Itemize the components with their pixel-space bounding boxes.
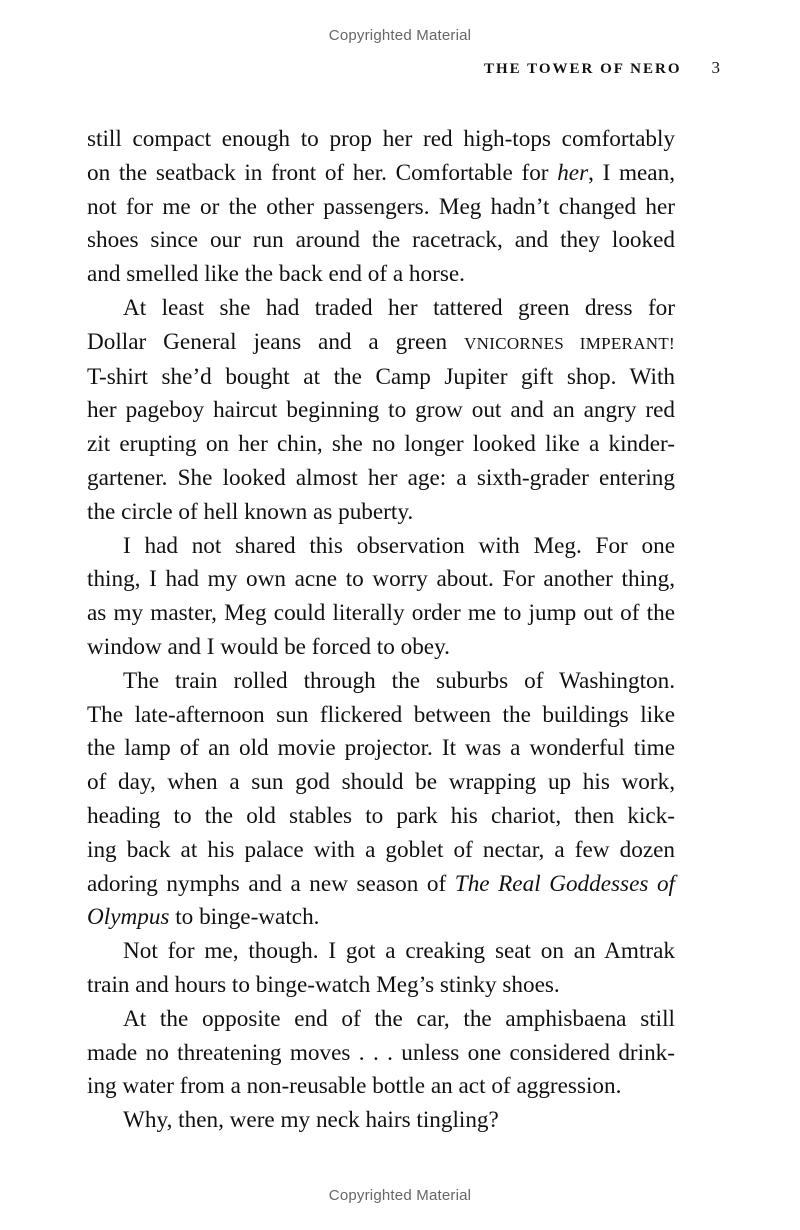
text-line: heading to the old stables to park his chariot, then kick- bbox=[87, 802, 675, 829]
text-line: At least she had traded her tattered green dress for bbox=[123, 294, 675, 321]
text-line: The train rolled through the suburbs of Washington. bbox=[123, 667, 675, 694]
running-head bbox=[484, 58, 720, 78]
text-span: , I mean, bbox=[588, 159, 675, 186]
paragraph-1 bbox=[87, 123, 675, 292]
text-line: I had not shared this observation with Meg. For one bbox=[123, 532, 675, 559]
text-line: her pageboy haircut beginning to grow out and an angry red bbox=[87, 397, 675, 424]
text-line: T-shirt she’d bought at the Camp Jupiter gift shop. With bbox=[87, 363, 675, 390]
text-line: and smelled like the back end of a horse. bbox=[87, 261, 465, 288]
small-caps-text: VNICORNES IMPERANT! bbox=[464, 333, 675, 353]
text-line: gartener. She looked almost her age: a sixth-grader entering bbox=[87, 464, 675, 491]
text-span: adoring nymphs and a new season of bbox=[87, 870, 455, 897]
text-line bbox=[87, 868, 675, 902]
paragraph-7 bbox=[87, 1104, 675, 1138]
paragraph-5 bbox=[87, 935, 675, 1003]
text-line: ing water from a non-reusable bottle an act of aggression. bbox=[87, 1073, 622, 1100]
text-line: still compact enough to prop her red high-tops comfortably bbox=[87, 126, 675, 152]
text-line: thing, I had my own acne to worry about. For another thing, bbox=[87, 566, 675, 593]
text-line: train and hours to binge-watch Meg’s stinky shoes. bbox=[87, 971, 560, 998]
running-title: THE TOWER OF NERO bbox=[483, 61, 682, 77]
text-line: the circle of hell known as puberty. bbox=[87, 498, 414, 525]
paragraph-2 bbox=[87, 292, 675, 530]
page-number: 3 bbox=[711, 58, 720, 77]
text-line bbox=[87, 326, 675, 361]
italic-text: Olympus bbox=[87, 904, 170, 931]
paragraph-3 bbox=[87, 530, 675, 665]
watermark-top: Copyrighted Material bbox=[328, 27, 472, 44]
paragraph-4 bbox=[87, 665, 675, 935]
text-line: shoes since our run around the racetrack, and they looked bbox=[87, 227, 675, 254]
text-line: the lamp of an old movie projector. It was a wonderful time bbox=[87, 735, 675, 762]
text-span: to binge-watch. bbox=[169, 904, 320, 931]
text-line: not for me or the other passengers. Meg hadn’t changed her bbox=[87, 193, 675, 220]
text-line: of day, when a sun god should be wrapping up his work, bbox=[87, 769, 675, 796]
text-line: made no threatening moves . . . unless one considered drink- bbox=[87, 1039, 675, 1066]
watermark-bottom: Copyrighted Material bbox=[328, 1187, 472, 1204]
body-text bbox=[87, 123, 675, 1138]
italic-text: her bbox=[557, 159, 589, 186]
text-line bbox=[87, 901, 675, 935]
text-line: zit erupting on her chin, she no longer looked like a kinder- bbox=[87, 431, 675, 458]
italic-text: The Real Goddesses of bbox=[454, 870, 675, 897]
text-line: as my master, Meg could literally order me to jump out of the bbox=[87, 600, 675, 627]
text-line: window and I would be forced to obey. bbox=[87, 633, 450, 660]
text-span: Dollar General jeans and a green bbox=[87, 328, 465, 355]
text-line: The late-afternoon sun flickered between the buildings like bbox=[87, 701, 675, 728]
text-line: At the opposite end of the car, the amphisbaena still bbox=[123, 1005, 675, 1032]
text-span: on the seatback in front of her. Comfortable for bbox=[87, 159, 558, 186]
text-line: Not for me, though. I got a creaking seat on an Amtrak bbox=[123, 938, 675, 965]
text-line bbox=[87, 157, 675, 191]
text-line: ing back at his palace with a goblet of nectar, a few dozen bbox=[87, 836, 675, 863]
paragraph-6 bbox=[87, 1003, 675, 1104]
text-line: Why, then, were my neck hairs tingling? bbox=[123, 1107, 499, 1134]
